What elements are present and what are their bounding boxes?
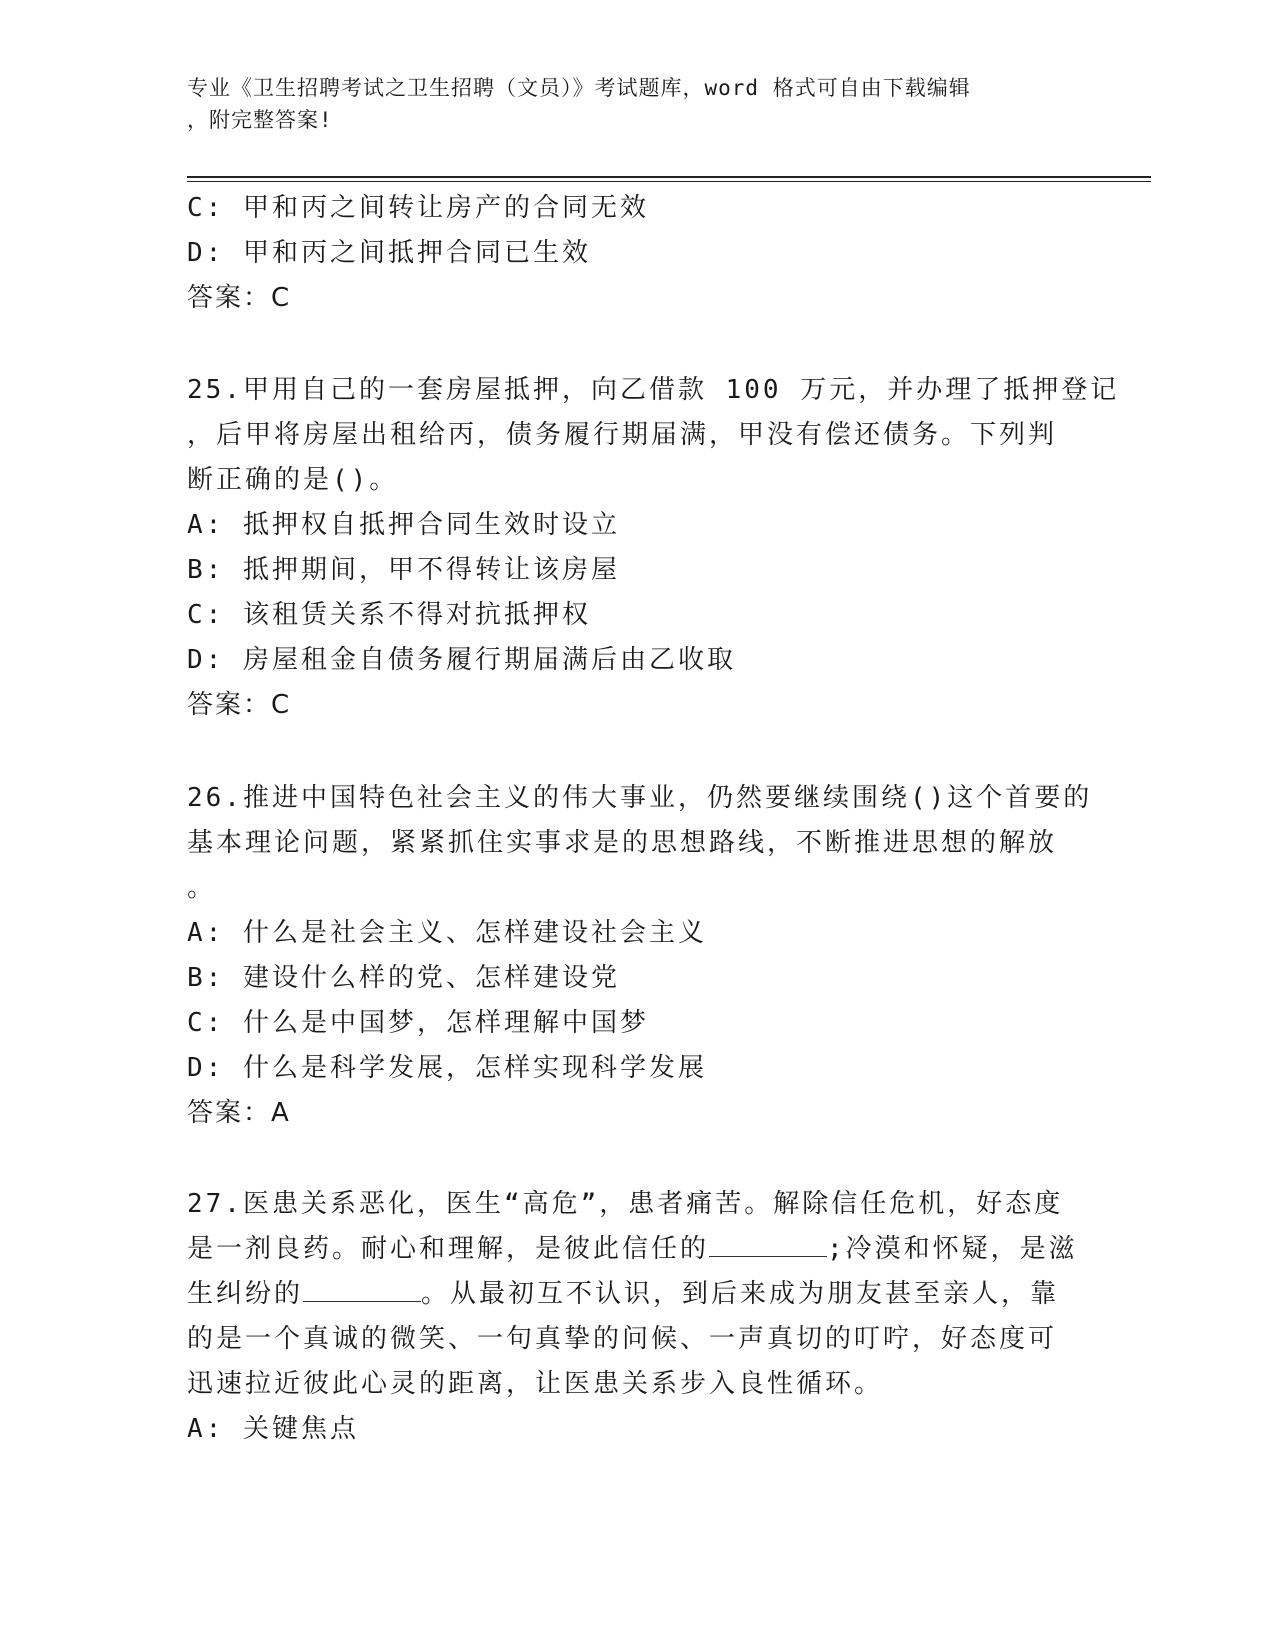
fill-in-blank-2 bbox=[303, 1277, 421, 1302]
q27-stem-line-5: 迅速拉近彼此心灵的距离，让医患关系步入良性循环。 bbox=[187, 1369, 884, 1399]
header-divider bbox=[187, 176, 1151, 182]
q25-option-c: C: 该租赁关系不得对抗抵押权 bbox=[187, 600, 591, 630]
q26-answer: 答案：A bbox=[187, 1098, 291, 1128]
q27-line-2-end: ;冷漠和怀疑，是滋 bbox=[827, 1234, 1078, 1264]
q25-stem-line-2: ，后甲将房屋出租给丙，债务履行期届满，甲没有偿还债务。下列判 bbox=[187, 420, 1058, 450]
q27-stem-line-3 bbox=[187, 1272, 1067, 1317]
q25-option-d: D: 房屋租金自债务履行期届满后由乙收取 bbox=[187, 645, 736, 675]
q25-answer: 答案：C bbox=[187, 690, 292, 720]
q26-option-a: A: 什么是社会主义、怎样建设社会主义 bbox=[187, 918, 707, 948]
q25-stem-line-1: 25.甲用自己的一套房屋抵押，向乙借款 100 万元，并办理了抵押登记 bbox=[187, 375, 1120, 405]
q27-option-a: A: 关键焦点 bbox=[187, 1414, 359, 1444]
q27-line-3-start: 生纠纷的 bbox=[187, 1279, 304, 1309]
prev-option-c: C: 甲和丙之间转让房产的合同无效 bbox=[187, 193, 649, 223]
prev-answer: 答案：C bbox=[187, 283, 292, 313]
fill-in-blank-1 bbox=[709, 1232, 827, 1257]
q27-stem-line-1: 27.医患关系恶化，医生“高危”，患者痛苦。解除信任危机，好态度 bbox=[187, 1189, 1064, 1219]
q27-line-2-start: 是一剂良药。耐心和理解，是彼此信任的 bbox=[187, 1234, 710, 1264]
header-line-1: 专业《卫生招聘考试之卫生招聘（文员）》考试题库，word 格式可自由下载编辑 bbox=[187, 76, 971, 100]
question-25 bbox=[187, 368, 1120, 728]
prev-option-d: D: 甲和丙之间抵押合同已生效 bbox=[187, 238, 591, 268]
q27-stem-line-4: 的是一个真诚的微笑、一句真挚的问候、一声真切的叮咛，好态度可 bbox=[187, 1324, 1058, 1354]
q27-line-3-end: 。从最初互不认识，到后来成为朋友甚至亲人，靠 bbox=[421, 1279, 1060, 1309]
q27-stem-line-2 bbox=[187, 1227, 1078, 1272]
q26-stem-line-3: 。 bbox=[187, 873, 217, 903]
q25-stem-line-3: 断正确的是()。 bbox=[187, 465, 399, 495]
q26-stem-line-1: 26.推进中国特色社会主义的伟大事业，仍然要继续围绕()这个首要的 bbox=[187, 783, 1093, 813]
q25-option-a: A: 抵押权自抵押合同生效时设立 bbox=[187, 510, 620, 540]
prev-question bbox=[187, 186, 1067, 321]
q26-stem-line-2: 基本理论问题，紧紧抓住实事求是的思想路线，不断推进思想的解放 bbox=[187, 828, 1058, 858]
document-header bbox=[187, 72, 1067, 136]
header-line-2: ，附完整答案! bbox=[187, 108, 333, 132]
question-26 bbox=[187, 776, 1093, 1136]
q26-option-d: D: 什么是科学发展，怎样实现科学发展 bbox=[187, 1053, 707, 1083]
q26-option-b: B: 建设什么样的党、怎样建设党 bbox=[187, 963, 620, 993]
q26-option-c: C: 什么是中国梦，怎样理解中国梦 bbox=[187, 1008, 649, 1038]
q25-option-b: B: 抵押期间，甲不得转让该房屋 bbox=[187, 555, 620, 585]
question-27 bbox=[187, 1182, 1078, 1452]
